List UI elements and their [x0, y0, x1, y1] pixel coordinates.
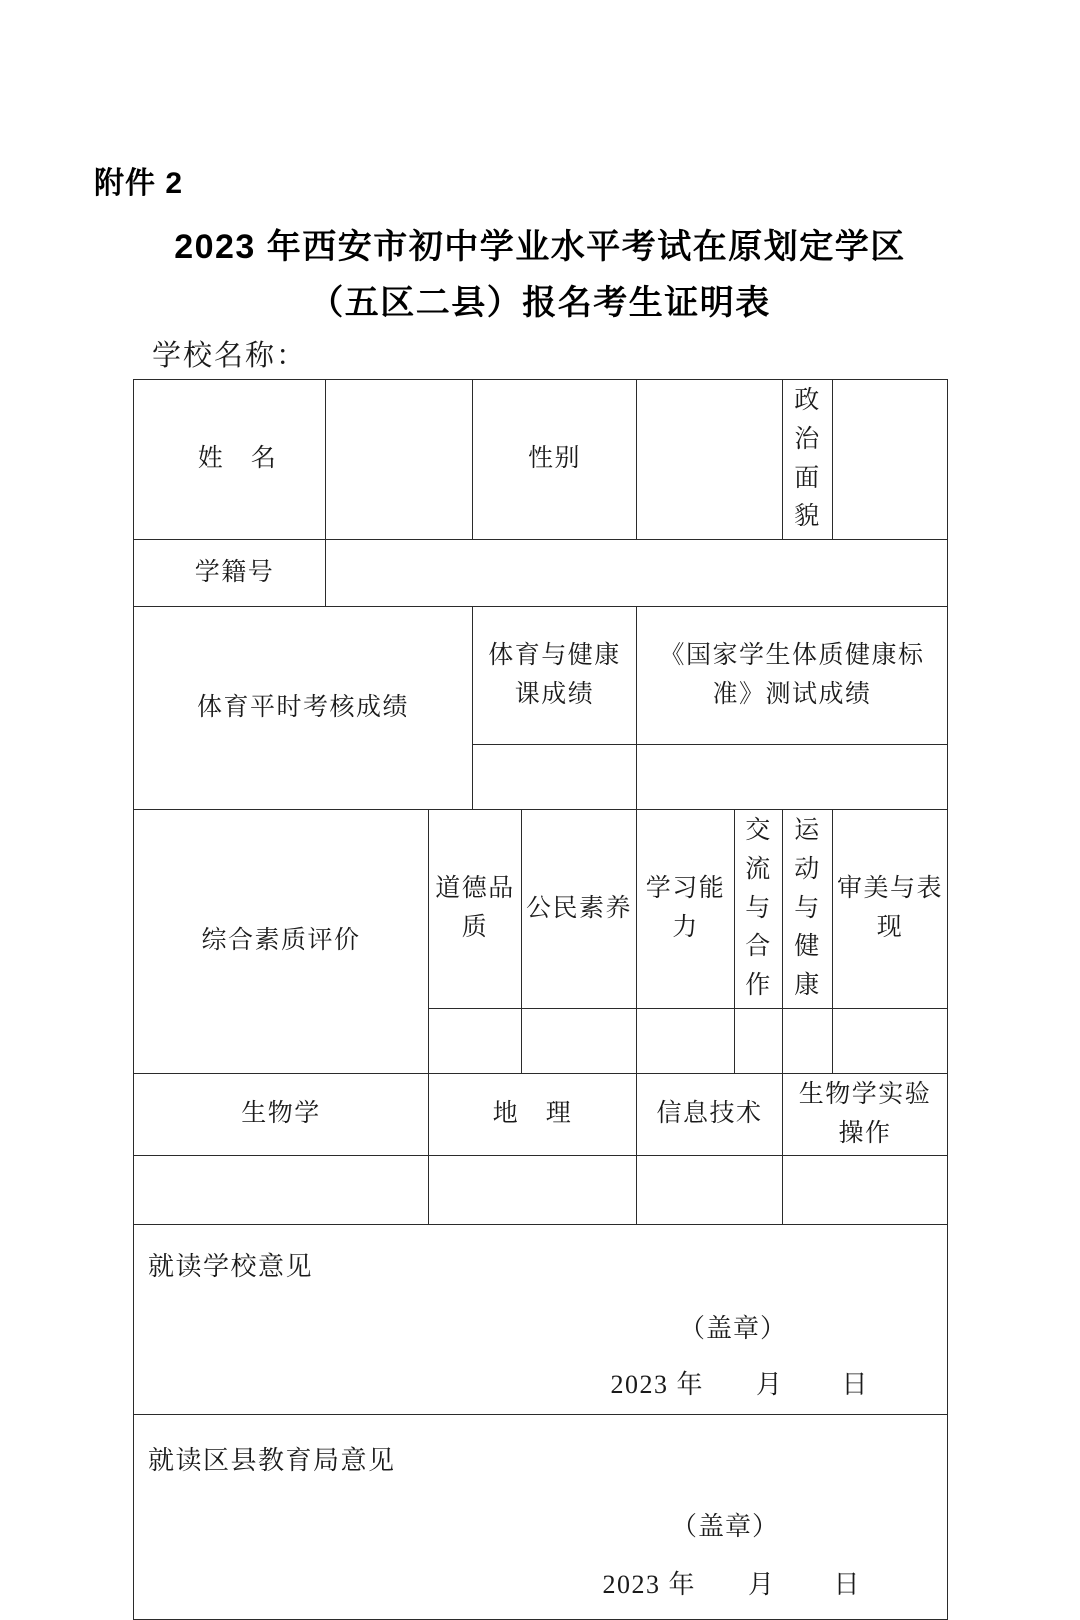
label-subject-information-technology: 信息技术: [637, 1073, 783, 1156]
label-comprehensive-quality-evaluation: 综合素质评价: [134, 810, 429, 1074]
table-row-quality-header: [134, 810, 948, 1009]
school-opinion-month: 月: [756, 1370, 784, 1400]
label-subject-geography: 地 理: [429, 1073, 637, 1156]
label-student-id: 学籍号: [134, 540, 326, 607]
value-student-id[interactable]: [326, 540, 948, 607]
bureau-opinion-cell[interactable]: [134, 1415, 948, 1620]
table-row-school-opinion: [134, 1225, 948, 1415]
value-gender[interactable]: [637, 380, 783, 540]
table-row-name: [134, 380, 948, 540]
school-opinion-year: 2023 年: [610, 1370, 704, 1400]
bureau-opinion-month: 月: [748, 1570, 776, 1600]
label-national-fitness-standard-score: 《国家学生体质健康标准》测试成绩: [637, 607, 948, 745]
label-pe-course-score: 体育与健康课成绩: [473, 607, 637, 745]
bureau-opinion-year: 2023 年: [602, 1570, 696, 1600]
bureau-opinion-date: [602, 1565, 861, 1605]
attachment-label: 附件 2: [94, 167, 184, 200]
label-bureau-opinion: 就读区县教育局意见: [148, 1446, 396, 1476]
school-opinion-day: 日: [841, 1370, 870, 1400]
table-row-sports-header: [134, 607, 948, 745]
value-quality-learning-ability[interactable]: [637, 1008, 735, 1073]
label-quality-aesthetic-expression: 审美与表现: [833, 810, 948, 1009]
label-subject-biology: 生物学: [134, 1073, 429, 1156]
label-quality-moral-character: 道德品质: [429, 810, 522, 1009]
value-name[interactable]: [326, 380, 473, 540]
value-quality-communication-cooperation[interactable]: [735, 1008, 783, 1073]
school-name-label: 学校名称：: [152, 340, 308, 372]
label-gender: 性别: [473, 380, 637, 540]
table-row-subjects-header: [134, 1073, 948, 1156]
bureau-opinion-day: 日: [833, 1570, 862, 1600]
bureau-opinion-seal-hint: （盖章）: [671, 1512, 780, 1542]
school-opinion-date: [610, 1365, 869, 1405]
table-row-subjects-values: [134, 1156, 948, 1225]
label-quality-communication-cooperation: 交流与合作: [735, 810, 783, 1009]
school-opinion-cell[interactable]: [134, 1225, 948, 1415]
label-quality-sports-health: 运动与健康: [783, 810, 833, 1009]
value-quality-sports-health[interactable]: [783, 1008, 833, 1073]
label-quality-learning-ability: 学习能力: [637, 810, 735, 1009]
value-quality-aesthetic-expression[interactable]: [833, 1008, 948, 1073]
page-title-line-1: 2023 年西安市初中学业水平考试在原划定学区: [174, 228, 906, 266]
table-row-bureau-opinion: [134, 1415, 948, 1620]
label-subject-biology-lab-operation: 生物学实验操作: [783, 1073, 948, 1156]
page-title-line-2: （五区二县）报名考生证明表: [309, 284, 771, 322]
label-name: 姓 名: [134, 380, 326, 540]
label-political-status: 政治面貌: [783, 380, 833, 540]
table-row-student-id: [134, 540, 948, 607]
value-quality-moral-character[interactable]: [429, 1008, 522, 1073]
value-subject-biology[interactable]: [134, 1156, 429, 1225]
value-quality-civic-literacy[interactable]: [522, 1008, 637, 1073]
value-subject-geography[interactable]: [429, 1156, 637, 1225]
value-pe-course-score[interactable]: [473, 745, 637, 810]
value-national-fitness-standard-score[interactable]: [637, 745, 948, 810]
value-subject-information-technology[interactable]: [637, 1156, 783, 1225]
label-school-opinion: 就读学校意见: [148, 1252, 314, 1282]
value-subject-biology-lab-operation[interactable]: [783, 1156, 948, 1225]
label-quality-civic-literacy: 公民素养: [522, 810, 637, 1009]
value-political-status[interactable]: [833, 380, 948, 540]
school-opinion-seal-hint: （盖章）: [679, 1314, 788, 1344]
label-sports-usual-assessment: 体育平时考核成绩: [134, 607, 473, 810]
candidate-certificate-table: [133, 379, 948, 1620]
